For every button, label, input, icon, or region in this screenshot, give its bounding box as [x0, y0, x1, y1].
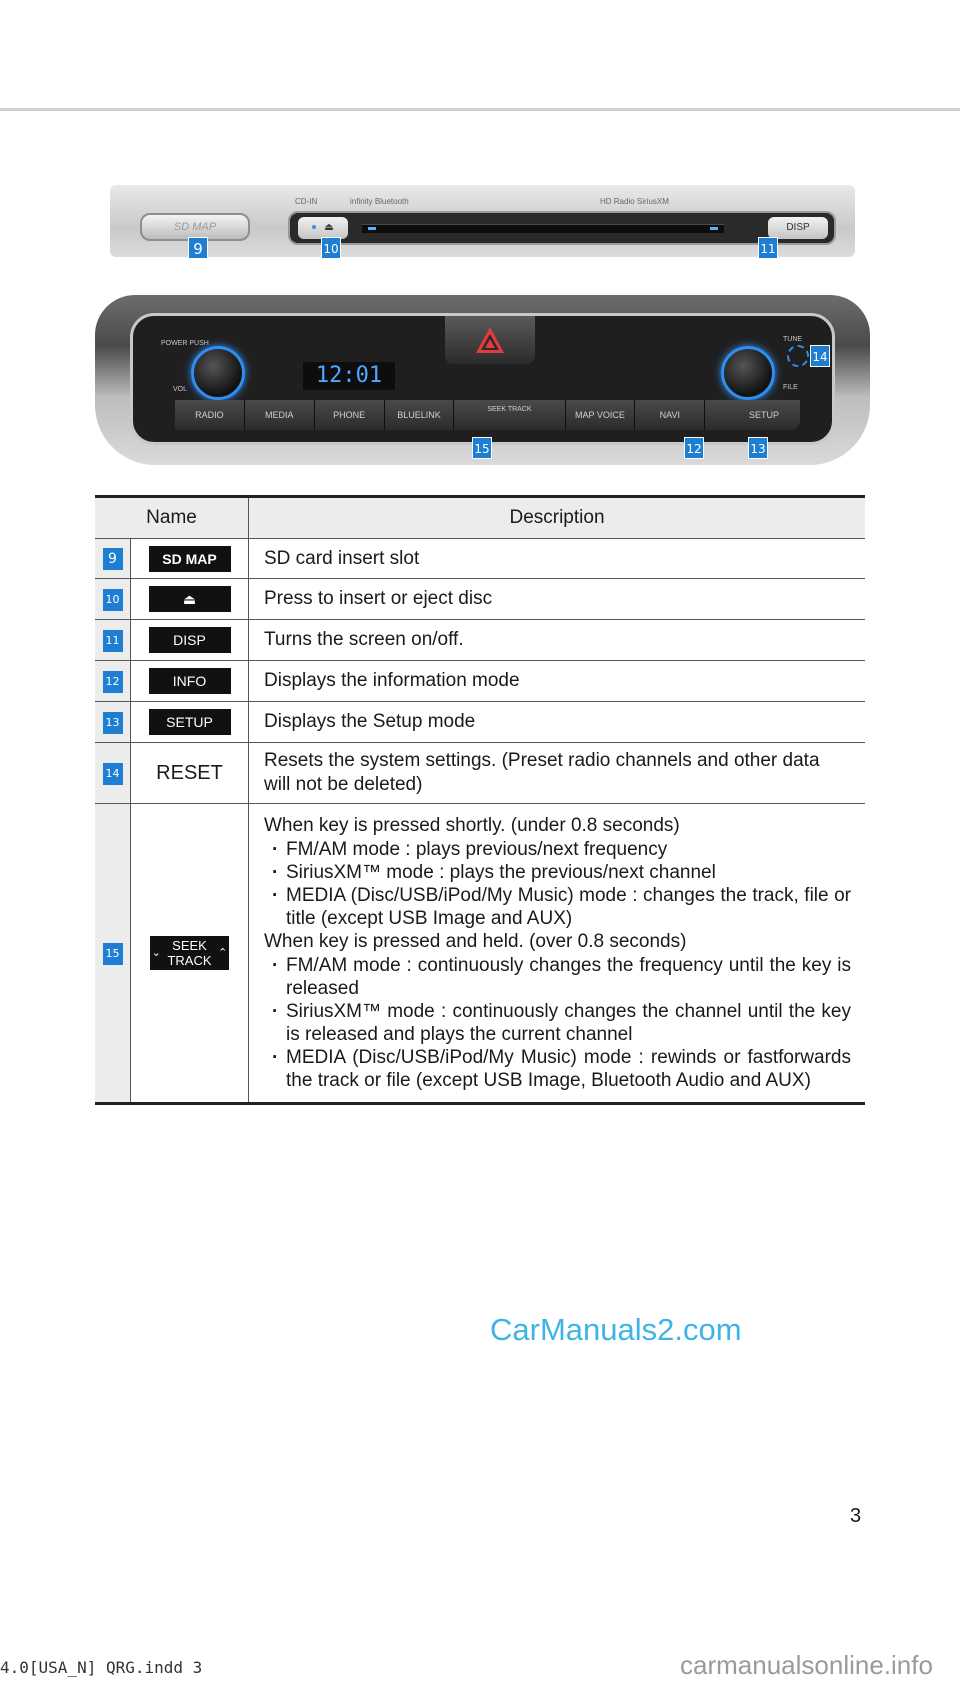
key-cell [131, 661, 249, 702]
number-badge: 10 [103, 589, 123, 611]
seek-track-key-label: SEEK TRACK [167, 938, 212, 968]
control-face [130, 313, 835, 445]
list-item: · MEDIA (Disc/USB/iPod/My Music) mode : changes the track, file or title (except USB Image and AUX) [264, 884, 851, 930]
key-cell [131, 702, 249, 743]
callout-14: 14 [810, 345, 830, 367]
held-press-intro: When key is pressed and held. (over 0.8 seconds) [264, 931, 687, 952]
map-voice-button[interactable]: MAP VOICE [566, 400, 636, 430]
row-number [95, 661, 131, 702]
seek-track-key [150, 936, 230, 970]
navi-button[interactable]: NAVI [635, 400, 705, 430]
media-button[interactable]: MEDIA [245, 400, 315, 430]
row-number [95, 743, 131, 804]
callout-9: 9 [188, 237, 208, 259]
tune-knob[interactable] [721, 346, 775, 400]
description-cell: Displays the Setup mode [249, 702, 866, 743]
brand-label: infinity Bluetooth [350, 197, 409, 206]
vol-label: VOL [173, 386, 188, 393]
callout-15: 15 [472, 437, 492, 459]
disp-key: DISP [149, 627, 231, 653]
phone-button[interactable]: PHONE [315, 400, 385, 430]
row-number [95, 702, 131, 743]
description-cell: Displays the information mode [249, 661, 866, 702]
function-button-row [175, 400, 775, 430]
setup-key: SETUP [149, 709, 231, 735]
number-badge: 15 [103, 943, 123, 965]
callout-10: 10 [321, 237, 341, 259]
hazard-icon [475, 326, 505, 354]
tune-label: TUNE [783, 336, 803, 343]
list-item: · FM/AM mode : continuously changes the frequency until the key is released [264, 954, 851, 1000]
chevron-down-icon: ⌄ [151, 946, 161, 959]
key-cell [131, 539, 249, 579]
short-press-intro: When key is pressed shortly. (under 0.8 seconds) [264, 815, 680, 836]
reset-key-label: RESET [131, 743, 249, 804]
list-item: · MEDIA (Disc/USB/iPod/My Music) mode : rewinds or fastforwards the track or file (except USB Image, Bluetooth Audio and AUX) [264, 1046, 851, 1092]
bluelink-button[interactable]: BLUELINK [385, 400, 455, 430]
cd-panel [288, 211, 836, 245]
page-number: 3 [850, 1505, 862, 1527]
sd-map-key: SD MAP [149, 546, 231, 572]
footer-file-name: 4.0[USA_N] QRG.indd 3 [0, 1658, 203, 1677]
volume-knob[interactable] [191, 346, 245, 400]
number-badge: 12 [103, 671, 123, 693]
description-cell: Press to insert or eject disc [249, 579, 866, 620]
row-number [95, 804, 131, 1104]
sd-card-slot: SD MAP [140, 213, 250, 241]
eject-icon: ⏏ [324, 222, 334, 233]
file-label: FILE [783, 384, 798, 391]
button-description-table [95, 495, 865, 1105]
key-cell [131, 620, 249, 661]
indicator-dot [312, 225, 316, 229]
name-header: Name [95, 497, 249, 539]
number-badge: 11 [103, 630, 123, 652]
callout-11: 11 [758, 237, 778, 259]
footer-site-watermark: carmanualsonline.info [680, 1650, 933, 1680]
key-cell [131, 579, 249, 620]
list-item: · SiriusXM™ mode : continuously changes the channel until the key is released and plays the current channel [264, 1000, 851, 1046]
chevron-up-icon: ⌃ [218, 946, 228, 959]
setup-button[interactable]: SETUP [728, 400, 800, 430]
key-cell [131, 804, 249, 1104]
watermark: CarManuals2.com [490, 1312, 742, 1347]
seek-track-button[interactable]: SEEK TRACK [454, 400, 565, 430]
held-press-list [264, 954, 851, 1092]
eject-key-icon: ⏏ [149, 586, 231, 612]
callout-13: 13 [748, 437, 768, 459]
description-cell [249, 804, 866, 1104]
description-cell: Turns the screen on/off. [249, 620, 866, 661]
reset-hole-marker [787, 345, 809, 367]
head-unit-upper [110, 185, 855, 257]
disp-button[interactable]: DISP [768, 217, 828, 239]
list-item: · FM/AM mode : plays previous/next frequency [264, 838, 851, 861]
number-badge: 9 [103, 548, 123, 570]
clock-display: 12:01 [303, 362, 395, 390]
eject-button[interactable] [298, 217, 348, 239]
cd-slot [362, 224, 724, 233]
table-row [95, 620, 865, 661]
short-press-list [264, 838, 851, 930]
table-row [95, 661, 865, 702]
number-badge: 13 [103, 712, 123, 734]
row-number [95, 620, 131, 661]
cd-in-label: CD-IN [295, 197, 318, 206]
table-row [95, 743, 865, 804]
radio-button[interactable]: RADIO [175, 400, 245, 430]
description-cell: Resets the system settings. (Preset radio channels and other data will not be deleted) [249, 743, 866, 804]
table-row [95, 579, 865, 620]
number-badge: 14 [103, 763, 123, 785]
table-row [95, 702, 865, 743]
description-cell: SD card insert slot [249, 539, 866, 579]
header-rule [0, 108, 960, 111]
callout-12: 12 [684, 437, 704, 459]
hazard-button[interactable] [445, 316, 535, 364]
table-row [95, 539, 865, 579]
row-number [95, 579, 131, 620]
table-row [95, 804, 865, 1104]
power-label: POWER PUSH [161, 340, 209, 347]
radio-brand-label: HD Radio SiriusXM [600, 197, 669, 206]
info-key: INFO [149, 668, 231, 694]
description-header: Description [249, 497, 866, 539]
table-header [95, 497, 865, 539]
row-number [95, 539, 131, 579]
list-item: · SiriusXM™ mode : plays the previous/next channel [264, 861, 851, 884]
